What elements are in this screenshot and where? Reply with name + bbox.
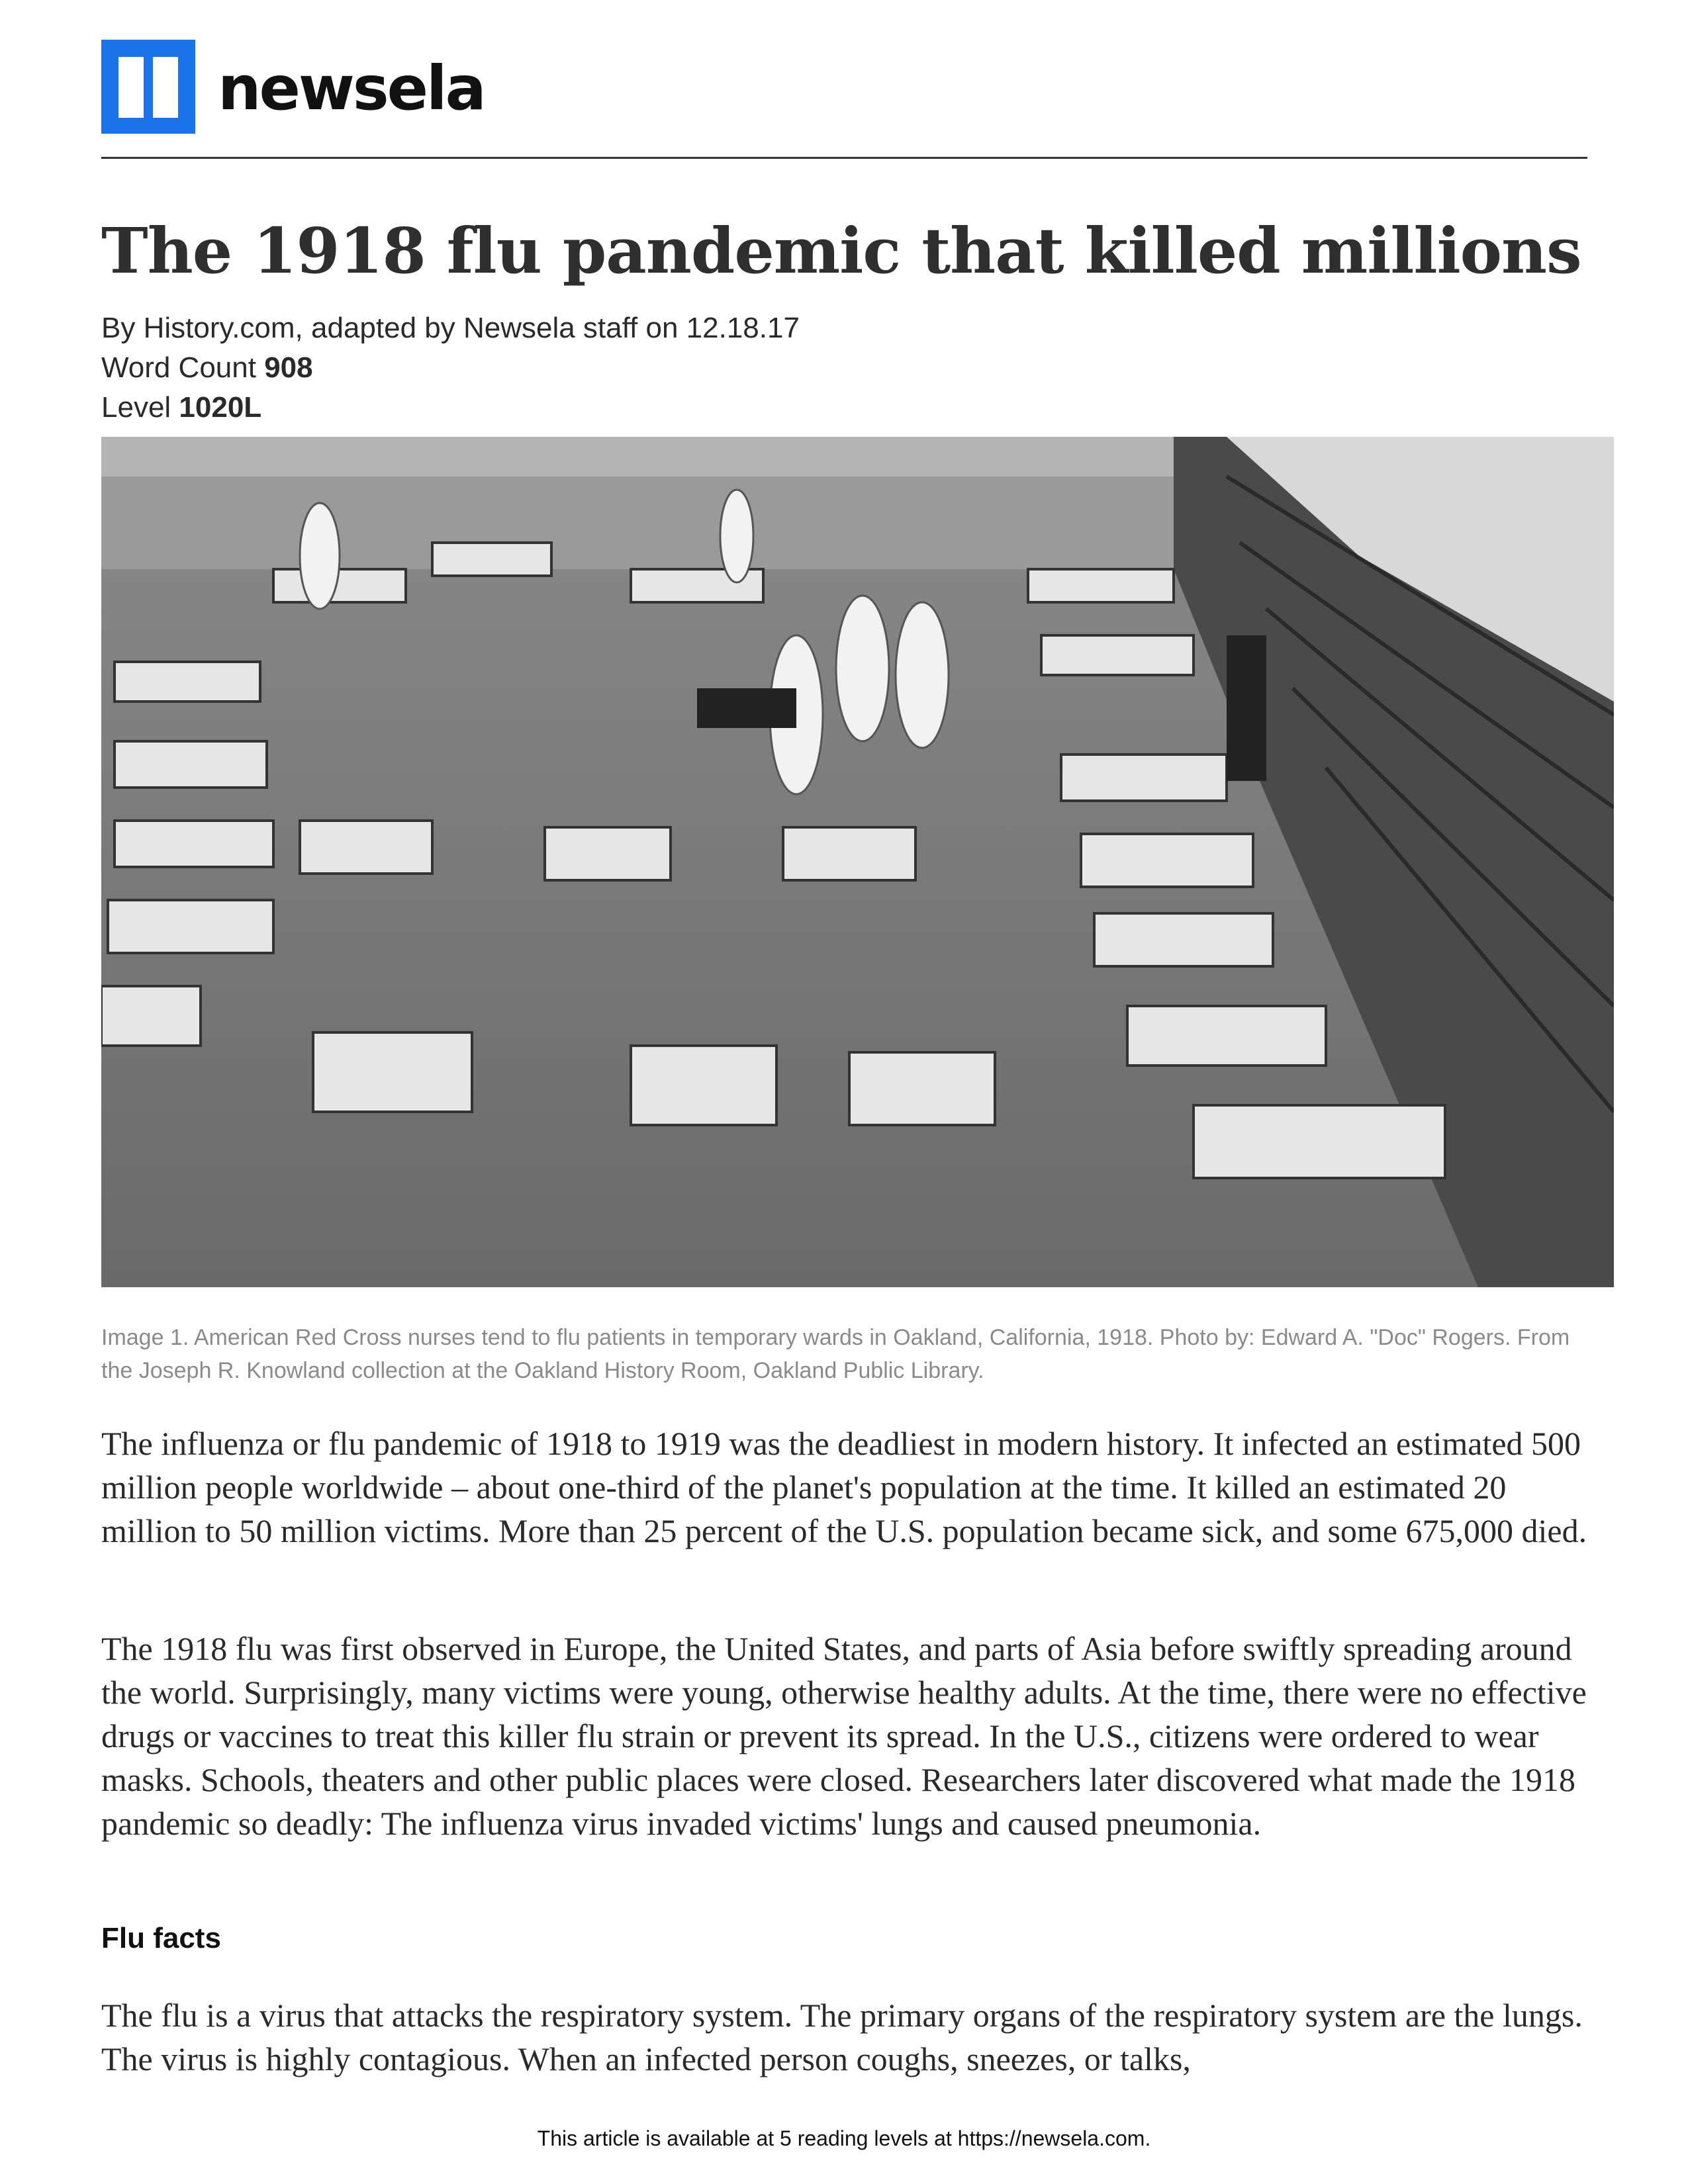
article-title: The 1918 flu pandemic that killed millions <box>101 214 1581 288</box>
paragraph-3: The flu is a virus that attacks the respiratory system. The primary organs of the respiratory system are the lungs. The virus is highly contagious. When an infected person coughs, sneezes, or talks, <box>101 1997 1583 2077</box>
word-count-line <box>101 348 800 388</box>
page-footer: This article is available at 5 reading levels at https://newsela.com. <box>537 2126 1151 2150</box>
newsela-logo[interactable] <box>101 40 485 134</box>
byline: By History.com, adapted by Newsela staff on 12.18.17 <box>101 312 800 344</box>
word-count-value: 908 <box>264 351 313 384</box>
image-caption: Image 1. American Red Cross nurses tend to flu patients in temporary wards in Oakland, California, 1918. Photo by: Edward A. "Doc" Rogers. From the Joseph R. Knowland collection at the Oakland History Room, Oakland Public Library. <box>101 1325 1570 1383</box>
brand-wordmark: newsela <box>218 53 485 124</box>
level-label: Level <box>101 391 171 424</box>
header-divider <box>101 157 1587 159</box>
paragraph-1: The influenza or flu pandemic of 1918 to 1919 was the deadliest in modern history. It infected an estimated 500 million people worldwide – about one-third of the planet's population at the time. It killed an estimated 20 million to 50 million victims. More than 25 percent of the U.S. population became sick, and some 675,000 died. <box>101 1425 1587 1549</box>
level-value: 1020L <box>179 391 262 424</box>
section-heading: Flu facts <box>101 1922 221 1954</box>
newsela-logo-icon <box>101 40 195 134</box>
article-meta <box>101 308 800 428</box>
article-photo <box>101 437 1614 1287</box>
word-count-label: Word Count <box>101 351 256 384</box>
level-line <box>101 388 800 428</box>
paragraph-2: The 1918 flu was first observed in Europe, the United States, and parts of Asia before swiftly spreading around the world. Surprisingly, many victims were young, otherwise healthy adults. At the time, there were no effective drugs or vaccines to treat this killer flu strain or prevent its spread. In the U.S., citizens were ordered to wear masks. Schools, theaters and other public places were closed. Researchers later discovered what made the 1918 pandemic so deadly: The influenza virus invaded victims' lungs and caused pneumonia. <box>101 1630 1587 1842</box>
